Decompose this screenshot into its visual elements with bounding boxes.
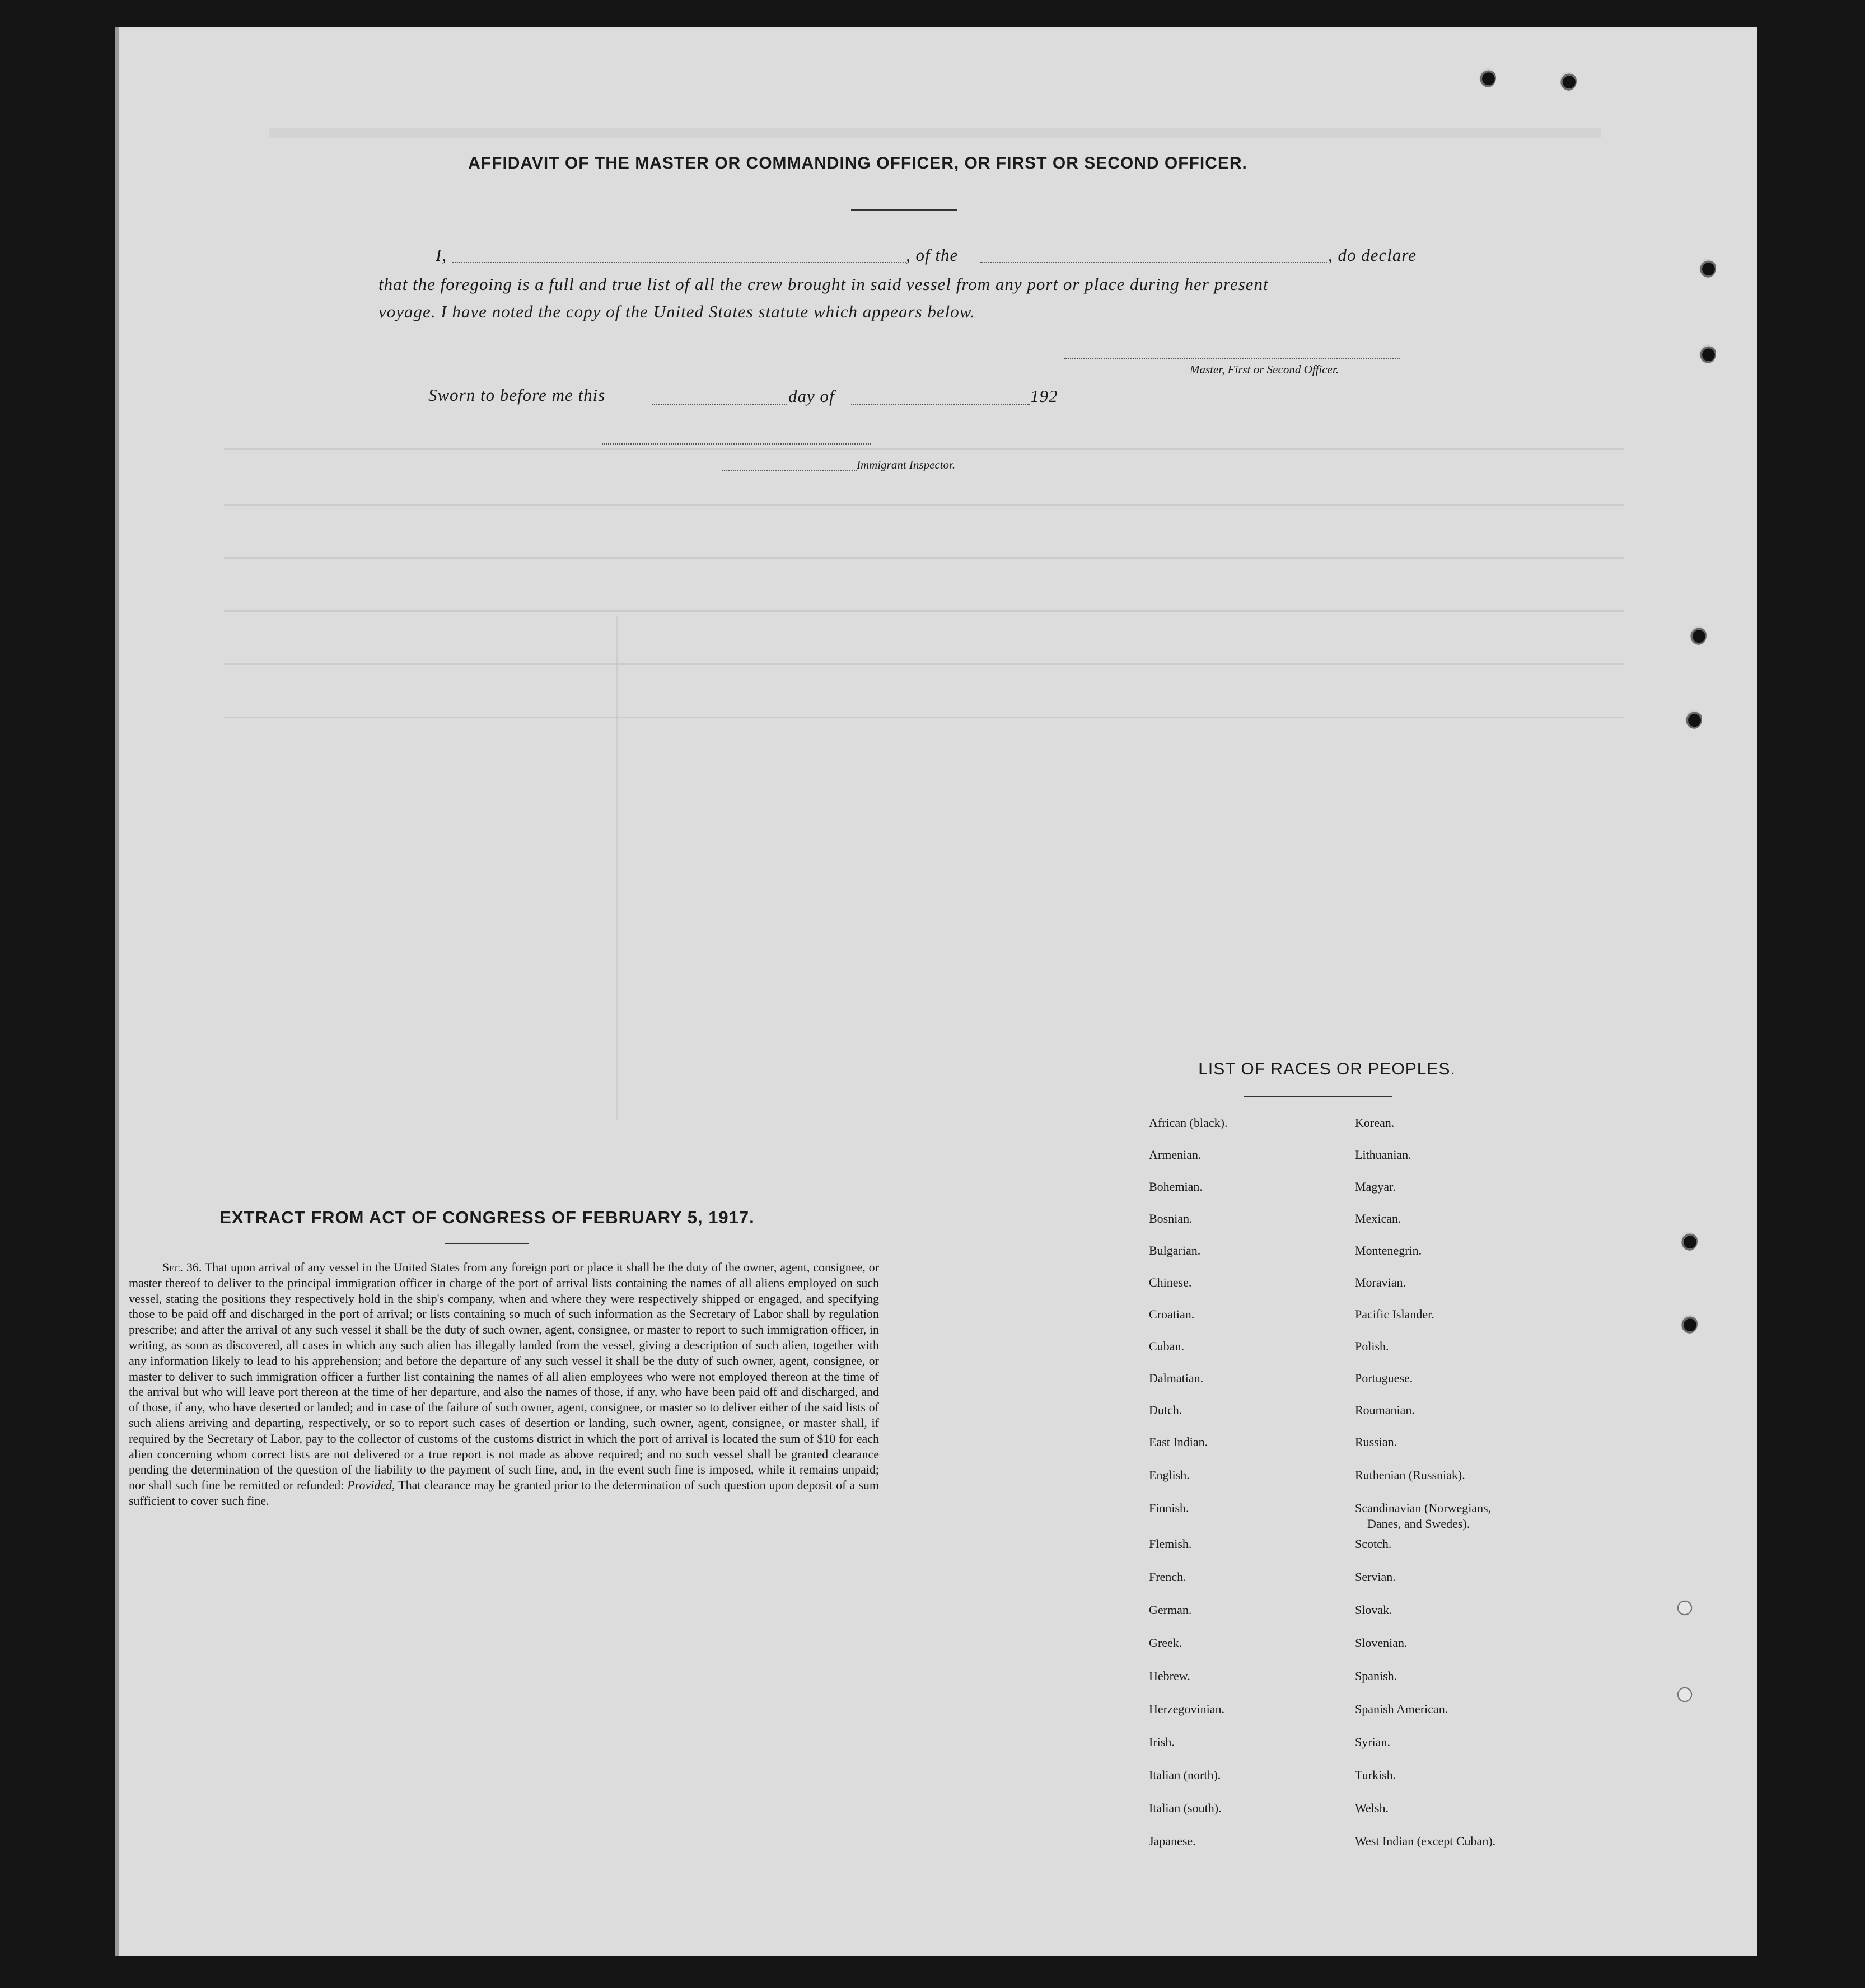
- race-item: Italian (south).: [1149, 1801, 1222, 1815]
- race-item: French.: [1149, 1570, 1186, 1584]
- affidavit-line1-end: , do declare: [1328, 245, 1417, 265]
- race-item: Mexican.: [1355, 1211, 1401, 1225]
- race-item: Croatian.: [1149, 1307, 1195, 1321]
- sworn-day-blank[interactable]: [652, 404, 787, 405]
- race-item: Irish.: [1149, 1735, 1175, 1749]
- race-item: Greek.: [1149, 1636, 1182, 1650]
- race-item: Japanese.: [1149, 1834, 1196, 1848]
- punch-hole-icon: [1685, 710, 1702, 729]
- race-item: Armenian.: [1149, 1148, 1202, 1162]
- race-item: Bohemian.: [1149, 1180, 1203, 1194]
- race-item: Slovak.: [1355, 1603, 1392, 1617]
- race-item: Pacific Islander.: [1355, 1307, 1434, 1321]
- races-title-rule: [1244, 1096, 1392, 1097]
- ghost-handwriting-area: [616, 616, 1569, 1120]
- punch-hole-icon: [1676, 1685, 1693, 1704]
- master-name-blank[interactable]: [452, 262, 906, 263]
- race-item: Scandinavian (Norwegians,: [1355, 1501, 1492, 1515]
- race-item: Portuguese.: [1355, 1371, 1413, 1385]
- race-item: Russian.: [1355, 1435, 1397, 1449]
- inspector-caption: Immigrant Inspector.: [857, 458, 956, 471]
- race-item: Slovenian.: [1355, 1636, 1408, 1650]
- race-item: Dutch.: [1149, 1403, 1182, 1417]
- inspector-signature-line-top: [602, 443, 871, 445]
- race-item: West Indian (except Cuban).: [1355, 1834, 1496, 1848]
- race-item: Chinese.: [1149, 1275, 1192, 1289]
- affidavit-line1-mid: , of the: [906, 245, 959, 265]
- vessel-name-blank[interactable]: [980, 262, 1327, 263]
- punch-hole-icon: [1699, 259, 1716, 278]
- punch-hole-icon: [1676, 1598, 1693, 1617]
- extract-text-part1: That upon arrival of any vessel in the United States from any foreign port or place it shall be the duty of the owner, agent, consignee, or master thereof to deliver to the principal immigration officer in charge of the port of arrival lists containing the names of all aliens employed on such vessel, stating the positions they respectively hold in the ship's company, when and where they were respectively shipped or engaged, and specifying those to be paid off and discharged in the port of arrival; or lists containing so much of such information as the Secretary of Labor shall by regulation prescribe; and after the arrival of any such vessel it shall be the duty of such owner, agent, consignee, or master to report to such immigration officer, in writing, as soon as discovered, all cases in which any such alien has illegally landed from the vessel, giving a description of such alien, together with any information likely to lead to his apprehension; and before the departure of any such vessel it shall be the duty of such owner, agent, consignee, or master to deliver to such immigration officer a further list containing the names of all alien employees who were not employed thereon at the time of the arrival but who will leave port thereon at the time of her departure, and also the names of those, if any, who have been paid off and discharged, and of those, if any, who have deserted or landed; and in case of the failure of such owner, agent, consignee, or master so to deliver either of the said lists of such aliens arriving and departing, respectively, or so to report such cases of desertion or landing, such owner, agent, consignee, or master shall, if required by the Secretary of Labor, pay to the collector of customs of the customs district in which the port of arrival is located the sum of $10 for each alien concerning whom correct lists are not delivered or a true report is not made as above required; and no such vessel shall be granted clearance pending the determination of the question of the liability to the payment of such fine, and, in the event such fine is imposed, while it remains unpaid; nor shall such fine be remitted or refunded:: [129, 1260, 879, 1493]
- race-item: Servian.: [1355, 1570, 1396, 1584]
- sworn-text: Sworn to before me this: [428, 385, 606, 405]
- extract-title: EXTRACT FROM ACT OF CONGRESS OF FEBRUARY 5, 1917.: [219, 1208, 755, 1227]
- race-item: Herzegovinian.: [1149, 1702, 1224, 1716]
- signature-caption: Master, First or Second Officer.: [1190, 363, 1339, 376]
- extract-text-part2: That clearance may be granted prior to the determination of such question upon deposit of a sum sufficient to cover such fine.: [129, 1478, 879, 1508]
- race-item: Roumanian.: [1355, 1403, 1415, 1417]
- affidavit-line3: voyage. I have noted the copy of the United States statute which appears below.: [378, 302, 975, 321]
- inspector-signature-blank[interactable]: [722, 470, 857, 471]
- race-item-continued: Danes, and Swedes).: [1367, 1517, 1470, 1531]
- section-label: Sec. 36.: [162, 1260, 202, 1274]
- race-item: East Indian.: [1149, 1435, 1208, 1449]
- race-item: Spanish American.: [1355, 1702, 1448, 1716]
- race-item: Lithuanian.: [1355, 1148, 1411, 1162]
- race-item: Cuban.: [1149, 1339, 1184, 1353]
- ghost-band: [269, 128, 1601, 138]
- punch-hole-icon: [1690, 626, 1707, 645]
- race-item: African (black).: [1149, 1116, 1228, 1130]
- ghost-rule: [224, 448, 1624, 450]
- ghost-rule: [224, 557, 1624, 559]
- race-item: Italian (north).: [1149, 1768, 1221, 1782]
- affidavit-title-rule: [851, 209, 957, 211]
- proviso-label: Provided,: [347, 1478, 395, 1493]
- race-item: Moravian.: [1355, 1275, 1406, 1289]
- race-item: Dalmatian.: [1149, 1371, 1204, 1385]
- affidavit-line2: that the foregoing is a full and true list of all the crew brought in said vessel from any port or place during her present: [378, 274, 1269, 294]
- extract-title-rule: [445, 1243, 529, 1244]
- ghost-rule: [224, 504, 1624, 506]
- race-item: Flemish.: [1149, 1537, 1192, 1551]
- race-item: Turkish.: [1355, 1768, 1396, 1782]
- ghost-rule: [224, 610, 1624, 612]
- race-item: Ruthenian (Russniak).: [1355, 1468, 1465, 1482]
- race-item: English.: [1149, 1468, 1190, 1482]
- punch-hole-icon: [1479, 68, 1496, 87]
- punch-hole-icon: [1681, 1315, 1698, 1334]
- race-item: Magyar.: [1355, 1180, 1396, 1194]
- race-item: Welsh.: [1355, 1801, 1389, 1815]
- race-item: Scotch.: [1355, 1537, 1392, 1551]
- extract-body: [129, 1260, 879, 1509]
- race-item: Hebrew.: [1149, 1669, 1190, 1683]
- day-of-text: day of: [788, 386, 835, 406]
- race-item: Finnish.: [1149, 1501, 1189, 1515]
- punch-hole-icon: [1560, 72, 1577, 91]
- races-title: LIST OF RACES OR PEOPLES.: [1198, 1060, 1456, 1078]
- race-item: Syrian.: [1355, 1735, 1390, 1749]
- race-item: Bulgarian.: [1149, 1243, 1201, 1257]
- race-item: Korean.: [1355, 1116, 1395, 1130]
- race-item: Polish.: [1355, 1339, 1389, 1353]
- signature-blank[interactable]: [1064, 358, 1400, 359]
- race-item: Bosnian.: [1149, 1211, 1193, 1225]
- sworn-month-blank[interactable]: [851, 404, 1030, 405]
- race-item: German.: [1149, 1603, 1192, 1617]
- race-item: Montenegrin.: [1355, 1243, 1422, 1257]
- punch-hole-icon: [1699, 344, 1716, 363]
- race-item: Spanish.: [1355, 1669, 1397, 1683]
- punch-hole-icon: [1681, 1232, 1698, 1251]
- affidavit-line1-start: I,: [436, 245, 447, 265]
- year-prefix: 192: [1030, 386, 1058, 406]
- affidavit-title: AFFIDAVIT OF THE MASTER OR COMMANDING OFFICER, OR FIRST OR SECOND OFFICER.: [468, 154, 1247, 172]
